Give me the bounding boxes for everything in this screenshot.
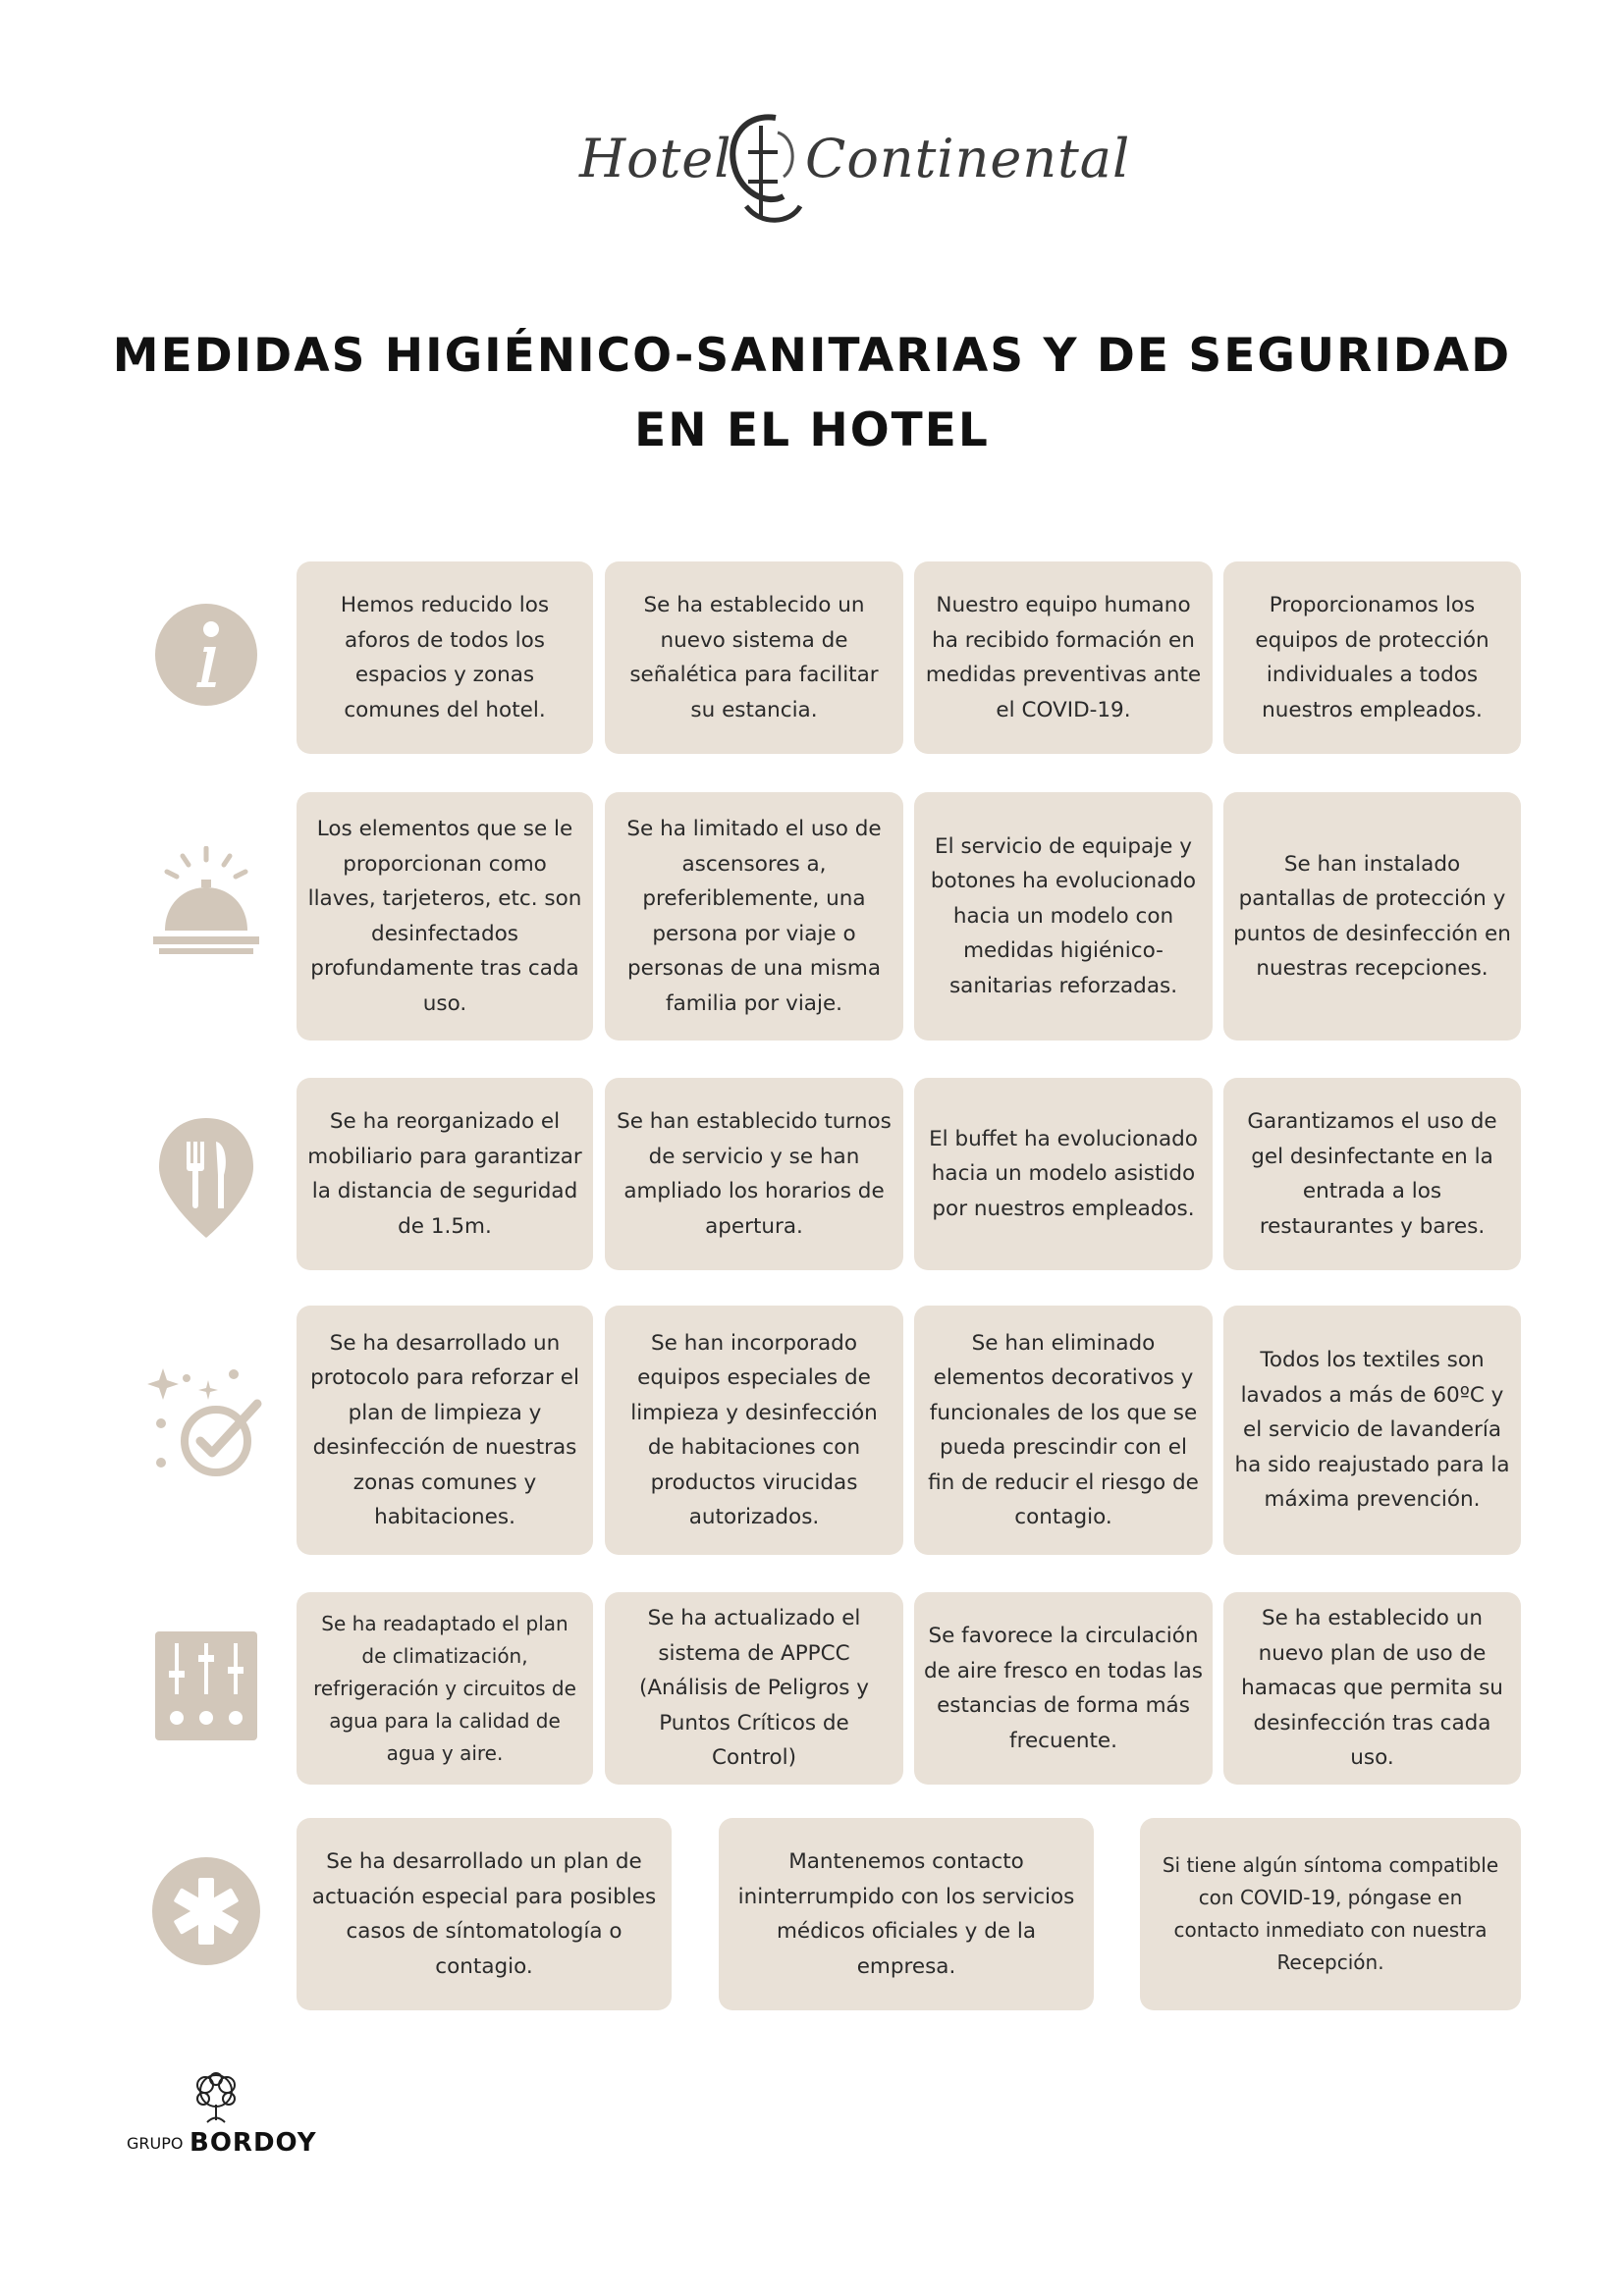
card-5-1: Se ha readaptado el plan de climatización, refrigeración y circuitos de agua para la calidad de agua y aire. bbox=[297, 1592, 593, 1785]
grupo-bordoy-logo bbox=[123, 2071, 319, 2160]
card-2-3: El servicio de equipaje y botones ha evolucionado hacia un modelo con medidas higiénico-sanitarias reforzadas. bbox=[914, 792, 1213, 1041]
footer-bordoy-text: BORDOY bbox=[189, 2128, 317, 2158]
card-1-1: Hemos reducido los aforos de todos los espacios y zonas comunes del hotel. bbox=[297, 561, 593, 754]
card-4-1: Se ha desarrollado un protocolo para reforzar el plan de limpieza y desinfección de nuestras zonas comunes y habitaciones. bbox=[297, 1306, 593, 1555]
reception-bell-icon bbox=[147, 846, 265, 964]
hotel-continental-logo bbox=[569, 108, 1131, 231]
page-title bbox=[0, 319, 1624, 468]
card-2-1: Los elementos que se le proporcionan como llaves, tarjeteros, etc. son desinfectados profundamente tras cada uso. bbox=[297, 792, 593, 1041]
clean-check-icon bbox=[147, 1364, 265, 1482]
footer-grupo-text: GRUPO bbox=[127, 2134, 184, 2153]
card-5-2: Se ha actualizado el sistema de APPCC (Análisis de Peligros y Puntos Críticos de Control) bbox=[605, 1592, 903, 1785]
card-3-4: Garantizamos el uso de gel desinfectante en la entrada a los restaurantes y bares. bbox=[1223, 1078, 1521, 1270]
card-6-3: Si tiene algún síntoma compatible con COVID-19, póngase en contacto inmediato con nuestra Recepción. bbox=[1140, 1818, 1521, 2010]
page-title-line2: EN EL HOTEL bbox=[634, 403, 990, 457]
logo-right-word: Continental bbox=[805, 128, 1131, 189]
tree-icon bbox=[184, 2071, 248, 2128]
monogram-icon bbox=[707, 108, 815, 231]
medical-asterisk-icon bbox=[147, 1852, 265, 1970]
card-1-3: Nuestro equipo humano ha recibido formación en medidas preventivas ante el COVID-19. bbox=[914, 561, 1213, 754]
card-5-4: Se ha establecido un nuevo plan de uso de hamacas que permita su desinfección tras cada uso. bbox=[1223, 1592, 1521, 1785]
page-title-line1: MEDIDAS HIGIÉNICO-SANITARIAS Y DE SEGURIDAD bbox=[112, 329, 1512, 383]
card-3-1: Se ha reorganizado el mobiliario para garantizar la distancia de seguridad de 1.5m. bbox=[297, 1078, 593, 1270]
card-4-3: Se han eliminado elementos decorativos y funcionales de los que se pueda prescindir con el fin de reducir el riesgo de contagio. bbox=[914, 1306, 1213, 1555]
logo-left-word: Hotel bbox=[579, 128, 732, 189]
info-icon bbox=[147, 596, 265, 714]
card-1-4: Proporcionamos los equipos de protección individuales a todos nuestros empleados. bbox=[1223, 561, 1521, 754]
card-2-2: Se ha limitado el uso de ascensores a, preferiblemente, una persona por viaje o personas de una misma familia por viaje. bbox=[605, 792, 903, 1041]
card-2-4: Se han instalado pantallas de protección y puntos de desinfección en nuestras recepciones. bbox=[1223, 792, 1521, 1041]
card-4-2: Se han incorporado equipos especiales de limpieza y desinfección de habitaciones con productos virucidas autorizados. bbox=[605, 1306, 903, 1555]
controls-sliders-icon bbox=[147, 1629, 265, 1742]
card-6-1: Se ha desarrollado un plan de actuación especial para posibles casos de síntomatología o contagio. bbox=[297, 1818, 672, 2010]
restaurant-pin-icon bbox=[147, 1114, 265, 1242]
card-1-2: Se ha establecido un nuevo sistema de señalética para facilitar su estancia. bbox=[605, 561, 903, 754]
card-4-4: Todos los textiles son lavados a más de 60ºC y el servicio de lavandería ha sido reajustado para la máxima prevención. bbox=[1223, 1306, 1521, 1555]
card-3-3: El buffet ha evolucionado hacia un modelo asistido por nuestros empleados. bbox=[914, 1078, 1213, 1270]
card-3-2: Se han establecido turnos de servicio y se han ampliado los horarios de apertura. bbox=[605, 1078, 903, 1270]
card-5-3: Se favorece la circulación de aire fresco en todas las estancias de forma más frecuente. bbox=[914, 1592, 1213, 1785]
card-6-2: Mantenemos contacto ininterrumpido con los servicios médicos oficiales y de la empresa. bbox=[719, 1818, 1094, 2010]
